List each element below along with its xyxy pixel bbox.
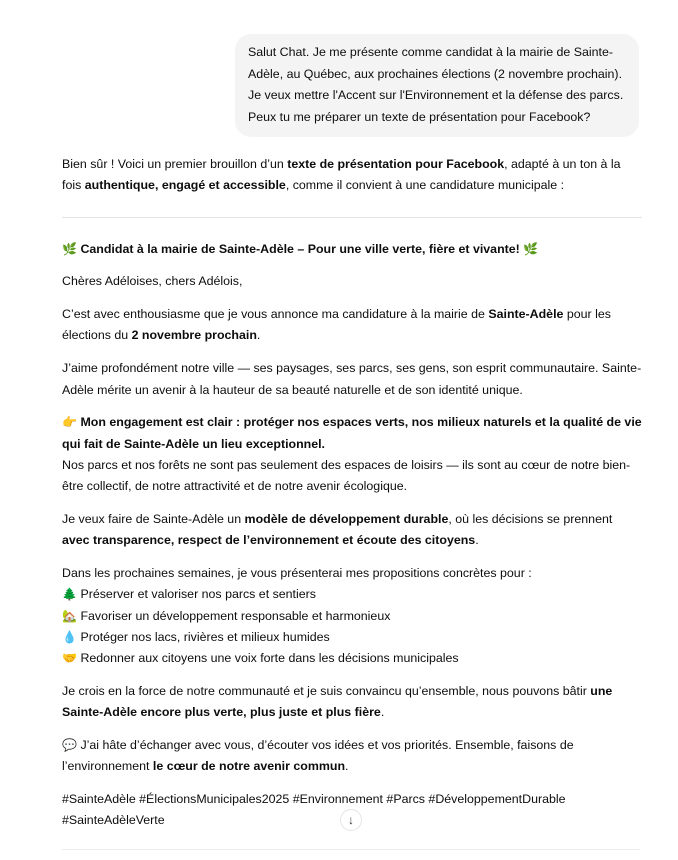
composer-edge bbox=[62, 849, 640, 860]
text: , adapté à un ton à la fois bbox=[62, 157, 621, 193]
list-item bbox=[62, 606, 642, 627]
bold-text: Sainte-Adèle bbox=[488, 307, 564, 322]
herb-icon: 🌿 bbox=[523, 241, 539, 256]
list-item bbox=[62, 627, 642, 648]
greeting: Chères Adéloises, chers Adélois, bbox=[62, 274, 243, 289]
post-heading bbox=[62, 239, 642, 260]
paragraph bbox=[62, 735, 642, 778]
proposals-list bbox=[62, 563, 642, 669]
text: , comme il convient à une candidature municipale : bbox=[285, 178, 565, 193]
text: . bbox=[256, 328, 261, 343]
text: pour les élections du bbox=[62, 307, 611, 343]
bold-text: authentique, engagé et accessible bbox=[84, 178, 286, 193]
heading-text: Candidat à la mairie de Sainte-Adèle – Pour une ville verte, fière et vivante! bbox=[80, 241, 520, 256]
text: . bbox=[475, 533, 479, 548]
tree-icon: 🌲 bbox=[62, 587, 77, 602]
bold-text: Mon engagement est clair : protéger nos espaces verts, nos milieux naturels et la qualité de vie qui fait de Sainte-Adèle un lieu exceptionnel. bbox=[62, 415, 642, 451]
text: Redonner aux citoyens une voix forte dans les décisions municipales bbox=[80, 650, 459, 665]
bold-text: modèle de développement durable bbox=[244, 512, 449, 527]
text: Préserver et valoriser nos parcs et sentiers bbox=[80, 587, 316, 602]
text: Je crois en la force de notre communauté et je suis convaincu qu’ensemble, nous pouvons bâtir bbox=[62, 683, 591, 698]
text: C’est avec enthousiasme que je vous annonce ma candidature à la mairie de bbox=[62, 307, 489, 322]
bold-text: 2 novembre prochain bbox=[131, 328, 257, 343]
text: . bbox=[345, 758, 349, 773]
speech-bubble-icon: 💬 bbox=[62, 737, 77, 752]
user-message-bubble: Salut Chat. Je me présente comme candidat à la mairie de Sainte-Adèle, au Québec, aux prochaines élections (2 novembre prochain). Je veux mettre l'Accent sur l'Environnement et la défense des parcs. Peux tu me préparer un texte de présentation pour Facebook? bbox=[235, 34, 639, 137]
text: Bien sûr ! Voici un premier brouillon d’un bbox=[62, 157, 288, 171]
text: Protéger nos lacs, rivières et milieux humides bbox=[80, 629, 330, 644]
text: Favoriser un développement responsable et harmonieux bbox=[80, 608, 391, 623]
droplet-icon: 💧 bbox=[62, 629, 77, 644]
list-intro: Dans les prochaines semaines, je vous présenterai mes propositions concrètes pour : bbox=[62, 566, 532, 581]
text: . bbox=[380, 704, 385, 719]
assistant-response bbox=[62, 154, 642, 843]
list-item bbox=[62, 584, 642, 605]
paragraph: J’aime profondément notre ville — ses paysages, ses parcs, ses gens, son esprit communautaire. Sainte-Adèle mérite un avenir à la hauteur de sa beauté naturelle et de son identité unique. bbox=[62, 361, 642, 397]
bold-text: texte de présentation pour Facebook bbox=[287, 157, 505, 171]
hashtags: #SainteAdèle #ÉlectionsMunicipales2025 #Environnement #Parcs #DéveloppementDurable #SainteAdèleVerte bbox=[62, 791, 566, 828]
text: , où les décisions se prennent bbox=[448, 512, 613, 527]
paragraph bbox=[62, 509, 642, 552]
text: Je veux faire de Sainte-Adèle un bbox=[62, 512, 245, 527]
text: J’ai hâte d’échanger avec vous, d’écouter vos idées et vos priorités. Ensemble, faisons de l’environnement bbox=[62, 737, 574, 773]
herb-icon: 🌿 bbox=[62, 241, 77, 256]
text: Nos parcs et nos forêts ne sont pas seulement des espaces de loisirs — ils sont au cœur de notre bien-être collectif, de notre attractivité et de notre avenir écologique. bbox=[62, 457, 631, 494]
paragraph bbox=[62, 681, 642, 724]
pointing-hand-icon: 👉 bbox=[62, 415, 77, 430]
bold-text: avec transparence, respect de l’environnement et écoute des citoyens bbox=[62, 533, 476, 548]
arrow-down-icon: ↓ bbox=[348, 813, 354, 827]
bold-text: une Sainte-Adèle encore plus verte, plus juste et plus fière bbox=[62, 683, 613, 719]
list-item bbox=[62, 648, 642, 669]
bold-text: le cœur de notre avenir commun bbox=[152, 758, 346, 773]
handshake-icon: 🤝 bbox=[62, 650, 77, 665]
divider bbox=[62, 217, 642, 218]
paragraph bbox=[62, 304, 642, 347]
house-icon: 🏡 bbox=[62, 608, 77, 623]
engagement-paragraph bbox=[62, 412, 642, 497]
intro-paragraph bbox=[62, 154, 642, 197]
scroll-down-button[interactable] bbox=[340, 809, 362, 831]
